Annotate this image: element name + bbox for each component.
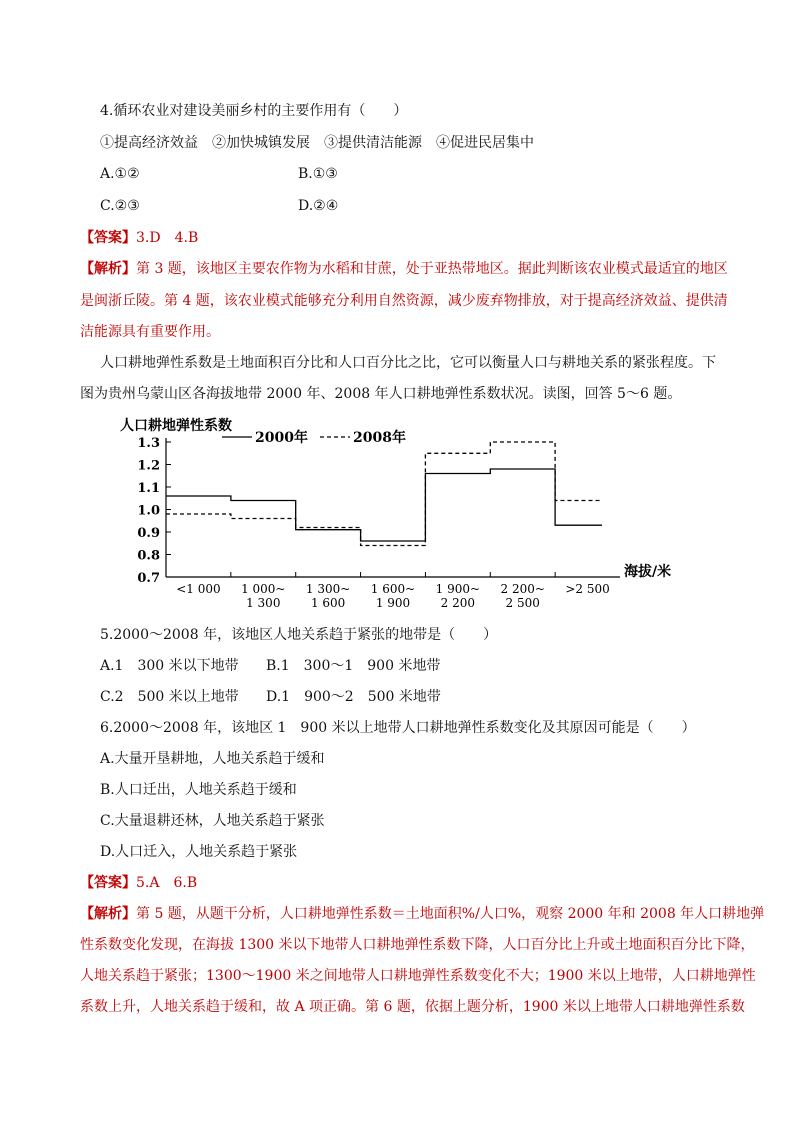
legend-label: 2008年 — [353, 430, 406, 446]
x-tick-label: 2 500 — [505, 596, 540, 610]
x-tick-label: 2 200~ — [500, 582, 545, 596]
intro-line-2: 图为贵州乌蒙山区各海拔地带 2000 年、2008 年人口耕地弹性系数状况。读图，回答 5～6 题。 — [80, 386, 682, 402]
x-axis-title: 海拔/米 — [624, 564, 672, 580]
explanation-1-line-1 — [80, 259, 728, 279]
y-tick-label: 1.3 — [137, 436, 160, 451]
q6-option-c: C.大量退耕还林，人地关系趋于紧张 — [100, 813, 325, 829]
answer-text: 3.D 4.B — [136, 230, 199, 246]
x-tick-label: 1 300 — [246, 596, 281, 610]
answer-tag: 【答案】 — [80, 230, 136, 246]
q6-option-b: B.人口迁出，人地关系趋于缓和 — [100, 782, 297, 798]
q6-stem: 6.2000～2008 年，该地区 1 900 米以上地带人口耕地弹性系数变化及其原因可能是（ ） — [100, 720, 696, 736]
y-tick-label: 0.8 — [137, 548, 160, 564]
chart-series — [166, 442, 602, 546]
intro-line-1: 人口耕地弹性系数是土地面积百分比和人口百分比之比，它可以衡量人口与耕地关系的紧张程度。下 — [100, 355, 716, 371]
explanation-tag: 【解析】 — [80, 906, 136, 922]
y-tick-label: 1.2 — [137, 458, 160, 474]
legend-label: 2000年 — [255, 430, 308, 446]
x-tick-label: <1 000 — [176, 582, 221, 596]
x-tick-label: 1 000~ — [241, 582, 286, 596]
answer-text: 5.A 6.B — [136, 875, 198, 891]
y-tick-label: 0.9 — [137, 526, 160, 541]
x-tick-label: 2 200 — [440, 596, 476, 610]
q4-option-b: B.①③ — [298, 166, 338, 182]
x-ticks — [176, 572, 610, 610]
q4-option-a: A.①② — [100, 166, 140, 182]
answer-block-2 — [80, 873, 197, 893]
explanation-1-line-3: 洁能源具有重要作用。 — [80, 324, 220, 340]
y-tick-label: 0.7 — [137, 571, 160, 586]
chart-axes — [166, 438, 620, 577]
q5-stem: 5.2000～2008 年，该地区人地关系趋于紧张的地带是（ ） — [100, 627, 498, 643]
y-tick-label: 1.0 — [137, 503, 160, 519]
x-tick-label: 1 600~ — [370, 582, 416, 596]
explanation-2-line-1 — [80, 904, 764, 924]
x-tick-label: 1 300~ — [305, 582, 351, 596]
q6-option-d: D.人口迁入，人地关系趋于紧张 — [100, 844, 298, 860]
x-tick-label: >2 500 — [565, 582, 610, 596]
series-line-2008年 — [166, 442, 602, 546]
explanation-2-line-4: 系数上升，人地关系趋于缓和，故 A 项正确。第 6 题，依据上题分析，1900 米以上地带人口耕地弹性系数 — [80, 999, 745, 1015]
q5-option-c: C.2 500 米以上地带 — [100, 689, 239, 705]
explanation-2-line-3: 人地关系趋于紧张；1300～1900 米之间地带人口耕地弹性系数变化不大；1900 米以上地带，人口耕地弹性 — [80, 968, 756, 984]
x-tick-label: 1 900 — [375, 596, 411, 610]
q4-items: ①提高经济效益 ②加快城镇发展 ③提供清洁能源 ④促进民居集中 — [100, 135, 534, 151]
elasticity-chart — [110, 410, 690, 610]
explanation-2-line-2: 性系数变化发现，在海拔 1300 米以下地带人口耕地弹性系数下降，人口百分比上升或土地面积百分比下降， — [80, 937, 755, 953]
explanation-1-line-2: 是闽浙丘陵。第 4 题，该农业模式能够充分利用自然资源，减少废弃物排放，对于提高经济效益、提供清 — [80, 293, 728, 309]
y-axis-title: 人口耕地弹性系数 — [120, 418, 232, 434]
q5-option-b: B.1 300～1 900 米地带 — [266, 658, 441, 674]
explanation-text: 第 5 题，从题干分析，人口耕地弹性系数＝土地面积%/人口%，观察 2000 年和 2008 年人口耕地弹 — [136, 906, 765, 922]
answer-tag: 【答案】 — [80, 875, 136, 891]
answer-block-1 — [80, 228, 198, 248]
q4-stem: 4.循环农业对建设美丽乡村的主要作用有（ ） — [100, 103, 408, 119]
chart-legend — [222, 429, 406, 446]
explanation-tag: 【解析】 — [80, 261, 136, 277]
explanation-text: 第 3 题，该地区主要农作物为水稻和甘蔗，处于亚热带地区。据此判断该农业模式最适宜的地区 — [136, 261, 728, 277]
x-tick-label: 1 900~ — [435, 582, 481, 596]
q4-option-c: C.②③ — [100, 198, 140, 214]
x-tick-label: 1 600 — [310, 596, 346, 610]
q4-option-d: D.②④ — [298, 198, 339, 214]
q6-option-a: A.大量开垦耕地，人地关系趋于缓和 — [100, 751, 325, 767]
q5-option-a: A.1 300 米以下地带 — [100, 658, 239, 674]
y-tick-label: 1.1 — [137, 481, 160, 496]
series-line-2000年 — [166, 469, 602, 541]
q5-option-d: D.1 900～2 500 米地带 — [266, 689, 441, 705]
